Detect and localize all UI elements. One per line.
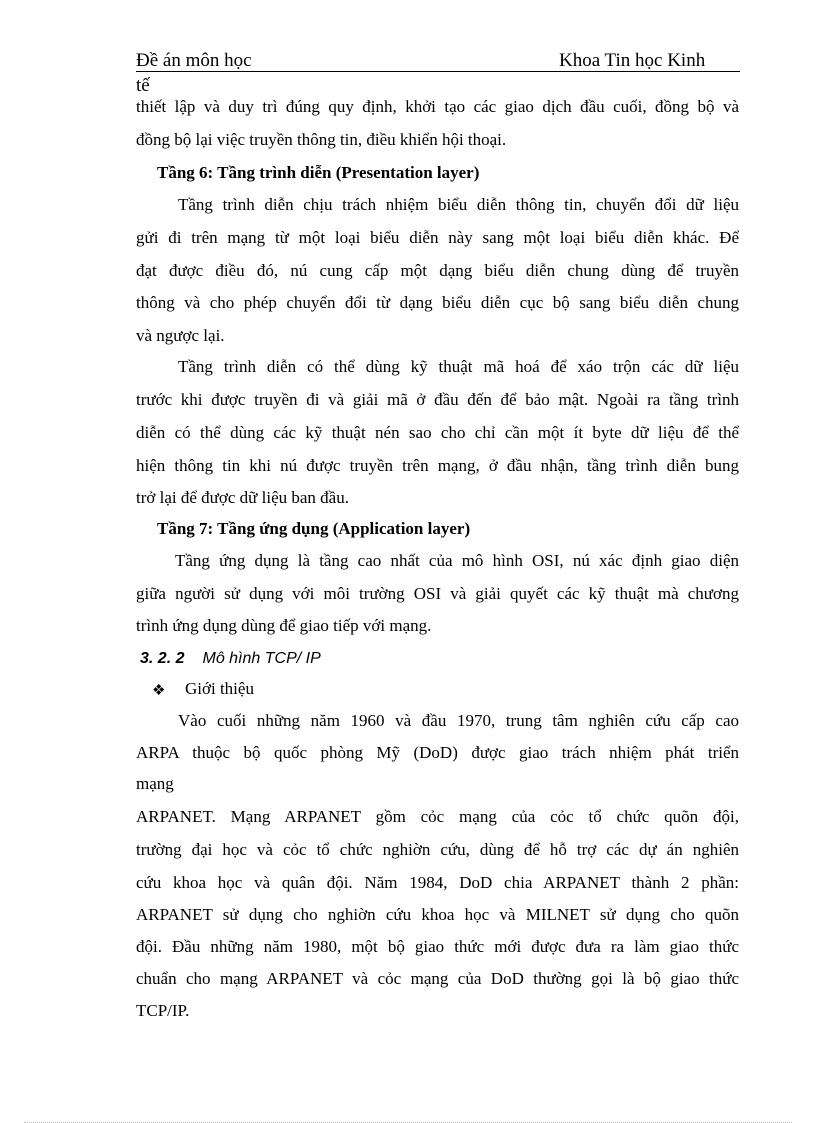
paragraph-line: Vào cuối những năm 1960 và đầu 1970, trung tâm nghiên cứu cấp cao bbox=[178, 711, 739, 730]
paragraph-line: chuẩn cho mạng ARPANET và cỏc mạng của DoD thường gọi là bộ giao thức bbox=[136, 969, 739, 988]
section-number: 3. 2. 2 bbox=[140, 650, 185, 667]
paragraph-line: đồng bộ lại việc truyền thông tin, điều khiển hội thoại. bbox=[136, 130, 507, 149]
paragraph-line: mạng bbox=[136, 774, 174, 793]
paragraph-line: TCP/IP. bbox=[136, 1001, 190, 1020]
header-divider bbox=[136, 71, 740, 72]
paragraph-line: ARPA thuộc bộ quốc phòng Mỹ (DoD) được giao trách nhiệm phát triển bbox=[136, 743, 739, 762]
paragraph-line: trình ứng dụng dùng để giao tiếp với mạng. bbox=[136, 616, 432, 635]
paragraph-line: hiện thông tin khi nú được truyền trên mạng, ở đầu nhận, tầng trình diễn bung bbox=[136, 456, 739, 475]
header-course-title: Đề án môn học bbox=[136, 50, 252, 71]
header-faculty-wrap: tế bbox=[136, 75, 150, 96]
paragraph-line: trường đại học và cỏc tổ chức nghiờn cứu, dùng để hỗ trợ các dự án nghiên bbox=[136, 840, 739, 859]
bullet-intro: Giới thiệu bbox=[185, 679, 254, 698]
paragraph-line: Tầng trình diễn chịu trách nhiệm biểu diễn thông tin, chuyển đổi dữ liệu bbox=[178, 195, 739, 214]
paragraph-line: và ngược lại. bbox=[136, 326, 225, 345]
paragraph-line: thiết lập và duy trì đúng quy định, khởi tạo các giao dịch đầu cuối, đồng bộ và bbox=[136, 97, 739, 116]
paragraph-line: ARPANET sử dụng cho nghiờn cứu khoa học và MILNET sử dụng cho quõn bbox=[136, 905, 739, 924]
diamond-bullet-icon: ❖ bbox=[152, 683, 166, 699]
paragraph-line: đội. Đầu những năm 1980, một bộ giao thức mới được đưa ra làm giao thức bbox=[136, 937, 739, 956]
paragraph-line: ARPANET. Mạng ARPANET gồm cỏc mạng của cỏc tổ chức quõn đội, bbox=[136, 807, 739, 826]
paragraph-line: giữa người sử dụng với môi trường OSI và giải quyết các kỹ thuật mà chương bbox=[136, 584, 739, 603]
heading-layer-6: Tầng 6: Tầng trình diễn (Presentation layer) bbox=[157, 163, 480, 182]
paragraph-line: đạt được điều đó, nú cung cấp một dạng biểu diễn chung dùng để truyền bbox=[136, 261, 739, 280]
paragraph-line: thông và cho phép chuyển đổi từ dạng biểu diễn cục bộ sang biểu diễn chung bbox=[136, 293, 739, 312]
paragraph-line: cứu khoa học và quân đội. Năm 1984, DoD chia ARPANET thành 2 phần: bbox=[136, 873, 739, 892]
heading-layer-7: Tầng 7: Tầng ứng dụng (Application layer) bbox=[157, 519, 471, 538]
paragraph-line: Tầng trình diễn có thể dùng kỹ thuật mã hoá để xáo trộn các dữ liệu bbox=[178, 357, 739, 376]
paragraph-line: Tầng ứng dụng là tầng cao nhất của mô hình OSI, nú xác định giao diện bbox=[175, 551, 739, 570]
paragraph-line: diễn có thể dùng các kỹ thuật nén sao cho chỉ cần một ít byte dữ liệu để thể bbox=[136, 423, 739, 442]
paragraph-line: trở lại để được dữ liệu ban đầu. bbox=[136, 488, 349, 507]
paragraph-line: trước khi được truyền đi và giải mã ở đầu đến để bảo mật. Ngoài ra tầng trình bbox=[136, 390, 739, 409]
header-faculty: Khoa Tin học Kinh bbox=[559, 50, 706, 71]
section-title: Mô hình TCP/ IP bbox=[202, 650, 321, 667]
paragraph-line: gửi đi trên mạng từ một loại biểu diễn này sang một loại biểu diễn khác. Để bbox=[136, 228, 739, 247]
section-heading bbox=[140, 648, 321, 670]
